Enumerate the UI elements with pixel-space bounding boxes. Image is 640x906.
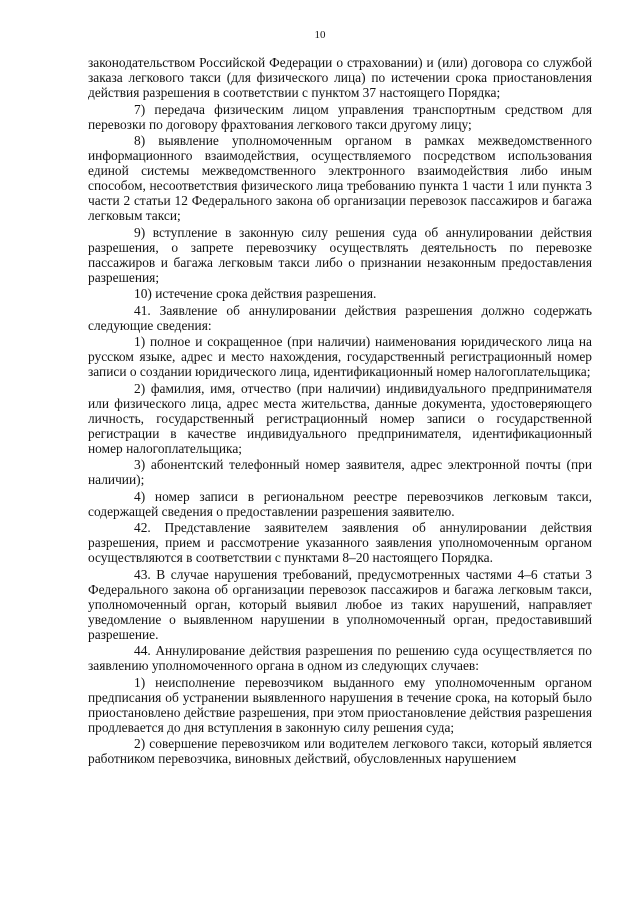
document-body <box>88 55 592 768</box>
paragraph-item-8: 8) выявление уполномоченным органом в рамках межведомственного информационного взаимодействия, осуществляемого посредством использования единой системы межведомственного электронного взаимодействия либо иным способом, несоответствия физического лица требованию пункта 1 части 1 или пункта 3 части 2 статьи 12 Федерального закона об организации перевозок пассажиров и багажа легковым такси; <box>88 133 592 223</box>
paragraph-41: 41. Заявление об аннулировании действия разрешения должно содержать следующие сведения: <box>88 302 592 333</box>
paragraph-43: 43. В случае нарушения требований, предусмотренных частями 4–6 статьи 3 Федерального закона об организации перевозок пассажиров и багажа легковым такси, уполномоченный орган, который выявил любое из таких нарушений, направляет уведомление о выявленном нарушении в уполномоченный орган, предоставивший разрешение. <box>88 566 592 642</box>
paragraph-item-9: 9) вступление в законную силу решения суда об аннулировании действия разрешения, о запрете перевозчику осуществлять деятельность по перевозке пассажиров и багажа легковым такси либо о признании незаконным предоставления разрешения; <box>88 224 592 285</box>
paragraph-41-item-1: 1) полное и сокращенное (при наличии) наименования юридического лица на русском языке, адрес и место нахождения, государственный регистрационный номер записи о создании юридического лица, идентификационный номер налогоплательщика; <box>88 334 592 379</box>
paragraph-item-10: 10) истечение срока действия разрешения. <box>134 286 377 301</box>
paragraph-41-item-4: 4) номер записи в региональном реестре перевозчиков легковым такси, содержащей сведения о предоставлении разрешения заявителю. <box>88 488 592 519</box>
paragraph-41-item-2: 2) фамилия, имя, отчество (при наличии) индивидуального предпринимателя или физического лица, адрес места жительства, данные документа, удостоверяющего личность, государственный регистрационный номер записи о государственной регистрации в качестве индивидуального предпринимателя, идентификационный номер налогоплательщика; <box>88 380 592 456</box>
paragraph-44: 44. Аннулирование действия разрешения по решению суда осуществляется по заявлению уполномоченного органа в одном из следующих случаев: <box>88 643 592 673</box>
paragraph-continuation: законодательством Российской Федерации о страховании) и (или) договора со службой заказа легкового такси (для физического лица) по истечении срока приостановления действия разрешения в соответствии с пунктом 37 настоящего Порядка; <box>88 55 592 100</box>
paragraph-44-item-1: 1) неисполнение перевозчиком выданного ему уполномоченным органом предписания об устранении выявленного нарушения в течение срока, на который было приостановлено действие разрешения, при этом приостановление действия разрешения продлевается до дня вступления в законную силу решения суда; <box>88 674 592 735</box>
paragraph-41-item-3: 3) абонентский телефонный номер заявителя, адрес электронной почты (при наличии); <box>88 457 592 487</box>
page-number: 10 <box>314 29 326 41</box>
paragraph-44-item-2: 2) совершение перевозчиком или водителем легкового такси, который является работником перевозчика, виновных действий, обусловленных нарушением <box>88 736 592 766</box>
paragraph-42: 42. Представление заявителем заявления об аннулировании действия разрешения, прием и рассмотрение указанного заявления уполномоченным органом осуществляются в соответствии с пунктами 8–20 настоящего Порядка. <box>88 520 592 565</box>
paragraph-item-7: 7) передача физическим лицом управления транспортным средством для перевозки по договору фрахтования легкового такси другому лицу; <box>88 101 592 132</box>
